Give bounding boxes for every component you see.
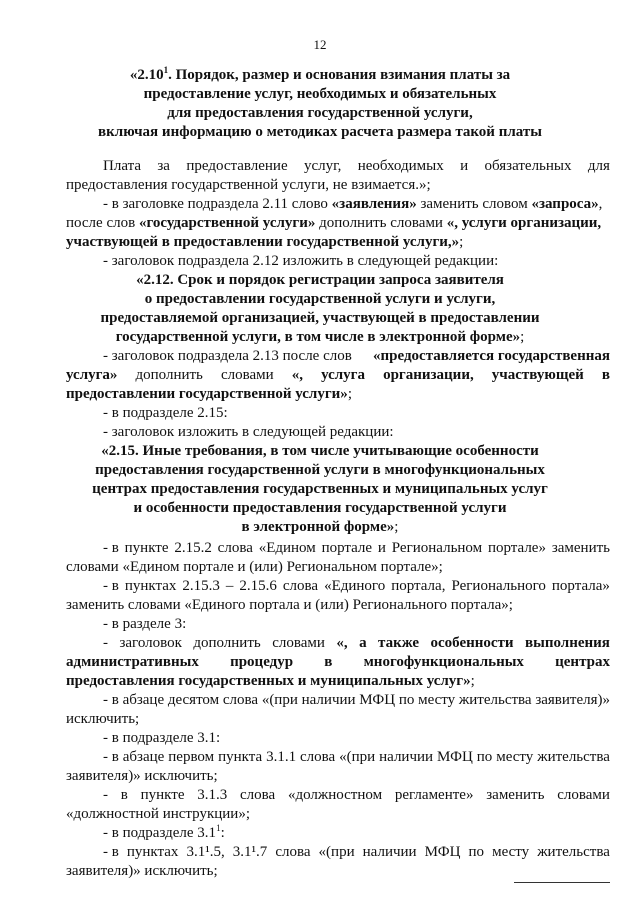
heading-line: и особенности предоставления государственной услуги	[133, 500, 507, 516]
word: -	[103, 787, 108, 803]
amendment-para-10	[103, 691, 610, 710]
heading-line: предоставляемой организацией, участвующей в предоставлении	[100, 310, 540, 326]
heading-line: «2.12. Срок и порядок регистрации запроса заявителя	[136, 272, 504, 288]
word: также	[378, 635, 420, 651]
word: 2.15.6	[239, 578, 277, 594]
word: организации,	[383, 367, 474, 383]
amendment-2-11-line: участвующей в предоставлении государственной услуги,»;	[66, 234, 464, 250]
word: портала,	[391, 578, 446, 594]
word: слова	[240, 787, 276, 803]
word: портала»	[551, 578, 610, 594]
amendment-2-13-line: предоставлении государственной услуги»;	[66, 386, 352, 402]
word: 3.1¹.7	[232, 844, 268, 860]
heading-line: «2.10$^1$. Порядок, размер и основания взимания платы за	[129, 65, 511, 83]
amendment-2-15-intro: - в подразделе 2.15:	[103, 405, 228, 421]
word: Плата	[103, 158, 141, 174]
word: центрах	[555, 654, 610, 670]
word: услуга»	[66, 367, 118, 383]
amendment-2-13: - заголовок подраздела 2.13 после слов «предоставляется государственная	[103, 348, 610, 364]
word: слова	[222, 692, 259, 708]
heading-line: «2.15. Иные требования, в том числе учитывающие особенности	[101, 443, 539, 459]
word: месту	[492, 844, 530, 860]
amendment-3-1-1-5-line: заявителя)» исключить;	[66, 863, 218, 879]
word: десятом	[167, 692, 220, 708]
word: словами	[220, 367, 274, 383]
amendment-2-15-title-intro: - заголовок изложить в следующей редакции:	[103, 424, 394, 440]
word: МФЦ	[437, 749, 473, 765]
word: 3.1¹.5,	[186, 844, 225, 860]
section-3-intro: - в разделе 3:	[103, 616, 187, 632]
word: пункте	[124, 540, 169, 556]
word: пунктах	[124, 578, 177, 594]
word: слова	[275, 844, 311, 860]
word: слова	[300, 749, 336, 765]
word: «должностном	[287, 787, 383, 803]
word: регламенте»	[394, 787, 474, 803]
word: - в	[103, 540, 119, 556]
word: по	[468, 844, 485, 860]
word: административных	[66, 654, 199, 670]
word: - в	[103, 692, 119, 708]
word: абзаце	[122, 749, 165, 765]
word: -	[103, 635, 108, 651]
word: первом	[168, 749, 215, 765]
payment-paragraph-line	[103, 157, 610, 176]
word: 3.1.3	[197, 787, 228, 803]
word: а	[359, 635, 367, 651]
word: абзаце	[122, 692, 165, 708]
word: услуга	[321, 367, 365, 383]
heading-line: центрах предоставления государственных и муниципальных услуг	[92, 481, 548, 497]
word: выполнения	[525, 635, 610, 651]
word: Региональном	[391, 540, 483, 556]
word: месту	[418, 692, 456, 708]
word: наличии	[301, 692, 356, 708]
word: предоставление	[186, 158, 288, 174]
word: жительства	[458, 692, 532, 708]
word: словами	[272, 635, 325, 651]
word: по	[398, 692, 415, 708]
word: дополнить	[193, 635, 261, 651]
heading-line: в электронной форме»;	[241, 519, 399, 535]
word: заменить	[551, 540, 610, 556]
word: и	[460, 158, 469, 174]
word: «,	[336, 635, 348, 651]
amendment-3-1-1	[103, 748, 610, 767]
section-3-title-line	[66, 653, 610, 672]
amendment-3-1-3-line: «должностной инструкции»;	[66, 806, 250, 822]
word: жительства	[537, 749, 610, 765]
word: «Едином	[258, 540, 316, 556]
word: слова	[217, 540, 253, 556]
word: 2.15.2	[174, 540, 212, 556]
word: портале»	[487, 540, 546, 556]
word: наличии	[362, 844, 417, 860]
word: «(при	[339, 749, 376, 765]
word: в	[324, 654, 333, 670]
footer-rule	[514, 882, 610, 883]
word: и	[377, 540, 386, 556]
word: пункте	[140, 787, 185, 803]
word: пункта	[218, 749, 263, 765]
amendment-3-1-3	[103, 786, 610, 805]
word: заявителя)»	[535, 692, 610, 708]
payment-paragraph-line: предоставления государственной услуги, не взимается.»;	[66, 177, 431, 193]
word: Регионального	[451, 578, 546, 594]
word: в	[601, 367, 610, 383]
word: 2.15.3	[182, 578, 220, 594]
word: дополнить	[135, 367, 203, 383]
page-number: 12	[313, 37, 327, 52]
word: заменить	[486, 787, 545, 803]
word: –	[225, 578, 234, 594]
word: «(при	[318, 844, 355, 860]
word: в	[120, 787, 128, 803]
amendment-2-15-3	[103, 577, 610, 596]
word: слова	[282, 578, 319, 594]
word: «Единого	[324, 578, 386, 594]
word: по	[476, 749, 493, 765]
section-3-title-line: предоставления государственных и муниципальных услуг»;	[66, 673, 475, 689]
amendment-2-13-line	[66, 366, 610, 385]
word: обязательных	[484, 158, 572, 174]
amendment-2-15-3-line: заменить словами «Единого портала и (или) Регионального портала»;	[66, 597, 513, 613]
word: «,	[291, 367, 303, 383]
word: портале	[321, 540, 373, 556]
amendment-2-11: - в заголовке подраздела 2.11 слово «заявления» заменить словом «запроса»,	[103, 196, 603, 212]
word: многофункциональных	[363, 654, 524, 670]
heading-line: предоставление услуг, необходимых и обязательных	[143, 86, 497, 102]
word: - в	[103, 749, 119, 765]
word: наличии	[379, 749, 434, 765]
word: особенности	[430, 635, 514, 651]
amendment-2-15-2	[103, 539, 610, 558]
word: жительства	[537, 844, 610, 860]
subsection-3-1-1-intro: - в подразделе $3.1^1$:	[103, 823, 225, 841]
heading-line: государственной услуги, в том числе в электронной форме»;	[115, 329, 525, 345]
amendment-2-15-2-line: словами «Едином портале и (или) Региональном портале»;	[66, 559, 443, 575]
amendment-para-10-line: исключить;	[66, 711, 140, 727]
section-3-title-amendment	[103, 634, 610, 653]
subsection-3-1-intro: - в подразделе 3.1:	[103, 730, 221, 746]
word: «(при	[261, 692, 298, 708]
word: за	[157, 158, 170, 174]
amendment-3-1-1-line: заявителя)» исключить;	[66, 768, 218, 784]
amendment-2-11-line: после слов «государственной услуги» дополнить словами «, услуги организации,	[66, 215, 602, 231]
word: МФЦ	[424, 844, 461, 860]
heading-line: включая информацию о методиках расчета размера такой платы	[98, 124, 542, 140]
word: - в	[103, 844, 119, 860]
word: участвующей	[491, 367, 584, 383]
heading-line: о предоставлении государственной услуги и услуги,	[144, 291, 496, 307]
heading-line: предоставления государственной услуги в многофункциональных	[95, 462, 545, 478]
word: пунктах	[126, 844, 179, 860]
word: для	[587, 158, 610, 174]
word: услуг,	[304, 158, 342, 174]
word: необходимых	[357, 158, 444, 174]
word: - в	[103, 578, 119, 594]
word: заголовок	[119, 635, 182, 651]
amendment-2-12-intro: - заголовок подраздела 2.12 изложить в следующей редакции:	[103, 253, 499, 269]
word: 3.1.1	[266, 749, 297, 765]
heading-line: для предоставления государственной услуги,	[167, 105, 473, 121]
word: МФЦ	[359, 692, 396, 708]
word: месту	[496, 749, 534, 765]
word: словами	[557, 787, 610, 803]
word: процедур	[230, 654, 294, 670]
amendment-3-1-1-5	[103, 843, 610, 862]
